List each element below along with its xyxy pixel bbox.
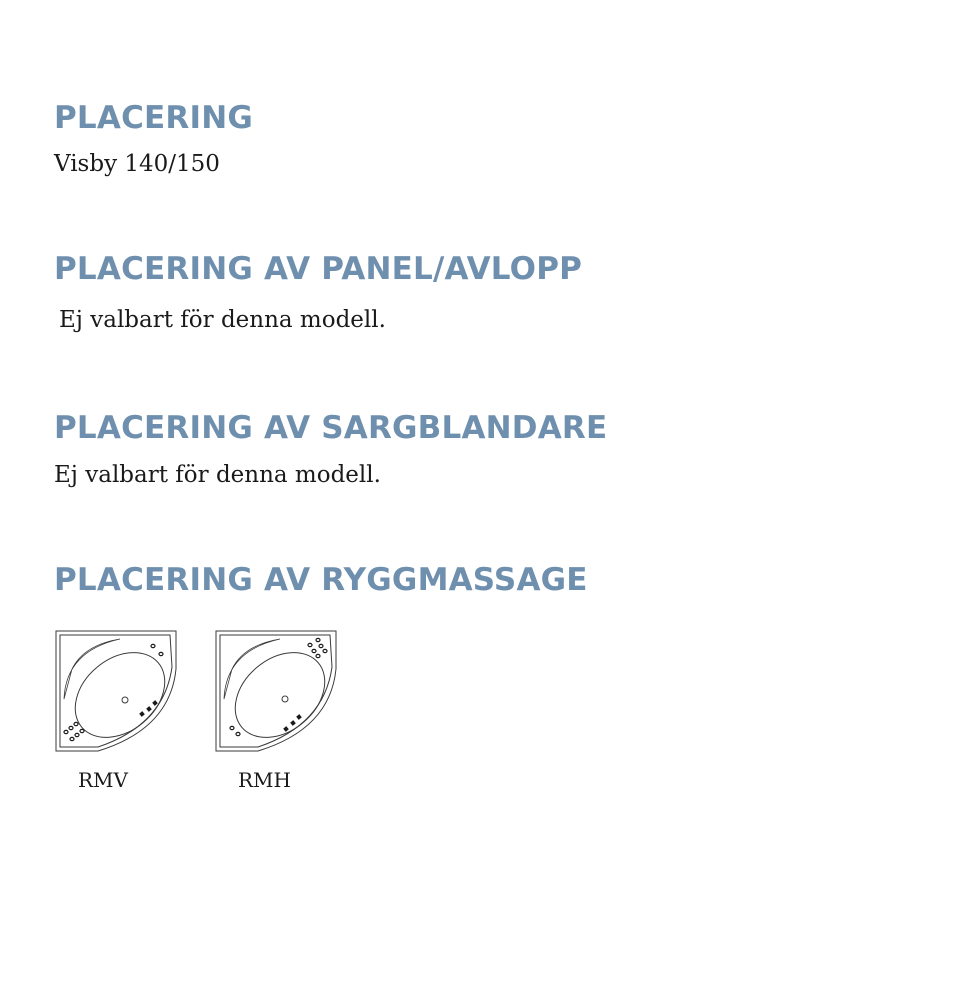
ryggmassage-heading: PLACERING AV RYGGMASSAGE xyxy=(54,562,588,598)
rmh-option[interactable] xyxy=(214,629,338,753)
placering-heading: PLACERING xyxy=(54,100,253,136)
panel-avlopp-heading: PLACERING AV PANEL/AVLOPP xyxy=(54,251,583,287)
sargblandare-text: Ej valbart för denna modell. xyxy=(54,462,381,488)
model-name: Visby 140/150 xyxy=(54,151,220,177)
rmv-label: RMV xyxy=(78,768,128,792)
corner-tub-rmh-icon xyxy=(214,629,338,753)
corner-tub-rmv-icon xyxy=(54,629,178,753)
panel-avlopp-text: Ej valbart för denna modell. xyxy=(59,307,386,333)
rmv-option[interactable] xyxy=(54,629,178,753)
rmh-label: RMH xyxy=(238,768,291,792)
sargblandare-heading: PLACERING AV SARGBLANDARE xyxy=(54,410,608,446)
